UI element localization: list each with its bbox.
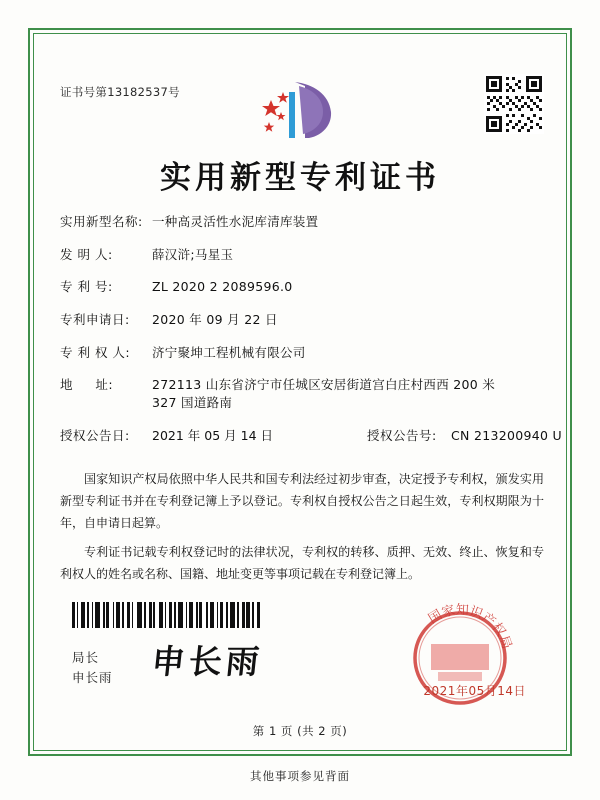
field-value: 济宁聚坤工程机械有限公司 xyxy=(152,344,306,360)
grant-notice-value: CN 213200940 U xyxy=(451,427,562,443)
field-label: 专 利 权 人: xyxy=(60,344,131,360)
legal-text xyxy=(60,468,544,591)
field-label: 专 利 号: xyxy=(60,279,113,295)
grant-notice-label: 授权公告号: xyxy=(367,427,437,443)
certificate-number: 证书号第13182537号 xyxy=(60,85,180,99)
field-value-address xyxy=(152,376,544,412)
cnipa-logo-icon xyxy=(243,74,351,146)
seal-date: 2021年05月14日 xyxy=(423,684,526,698)
qr-code-icon xyxy=(484,74,544,134)
footer-note: 其他事项参见背面 xyxy=(250,769,350,783)
official-red-seal-icon xyxy=(398,596,522,720)
grant-date-label: 授权公告日: xyxy=(60,427,130,443)
field-row-inventor xyxy=(60,246,544,264)
page-title: 实用新型专利证书 xyxy=(160,160,440,196)
field-value: ZL 2020 2 2089596.0 xyxy=(152,279,293,295)
handwritten-signature: 申长雨 xyxy=(149,642,265,681)
director-title-line-1: 局长 xyxy=(72,650,100,665)
barcode-icon xyxy=(72,602,286,628)
field-label: 地 址: xyxy=(60,377,114,393)
field-label: 实用新型名称: xyxy=(60,214,143,229)
address-line-1: 272113 山东省济宁市任城区安居街道宫白庄村西西 200 米 xyxy=(152,377,496,393)
field-row-application-date xyxy=(60,311,544,329)
paragraph-1: 国家知识产权局依照中华人民共和国专利法经过初步审查，决定授予专利权，颁发实用新型专利证书并在专利登记簿上予以登记。专利权自授权公告之日起生效，专利权期限为十年，自申请日起算。 xyxy=(60,472,544,531)
svg-text:国家知识产权局: 国家知识产权局 xyxy=(426,602,515,651)
page-number: 第 1 页 (共 2 页) xyxy=(252,724,348,738)
field-value: 薛汉浒;马星玉 xyxy=(152,246,234,262)
grant-date-value: 2021 年 05 月 14 日 xyxy=(152,427,273,443)
field-row-patent-number xyxy=(60,278,544,296)
field-value: 一种高灵活性水泥库清库装置 xyxy=(152,214,319,229)
address-line-2: 327 国道路南 xyxy=(152,395,233,411)
director-name: 申长雨 xyxy=(72,670,113,685)
field-row-address xyxy=(60,376,544,412)
field-row-name xyxy=(60,213,544,231)
director-title xyxy=(72,648,113,688)
paragraph-2: 专利证书记载专利权登记时的法律状况，专利权的转移、质押、无效、终止、恢复和专利权人的姓名或名称、国籍、地址变更等事项记载在专利登记簿上。 xyxy=(60,544,544,581)
field-list xyxy=(60,213,562,460)
field-label: 专利申请日: xyxy=(60,311,130,327)
field-label: 发 明 人: xyxy=(60,246,113,262)
field-row-grant xyxy=(60,427,562,445)
field-value: 2020 年 09 月 22 日 xyxy=(152,311,278,327)
field-row-patentee xyxy=(60,344,544,362)
